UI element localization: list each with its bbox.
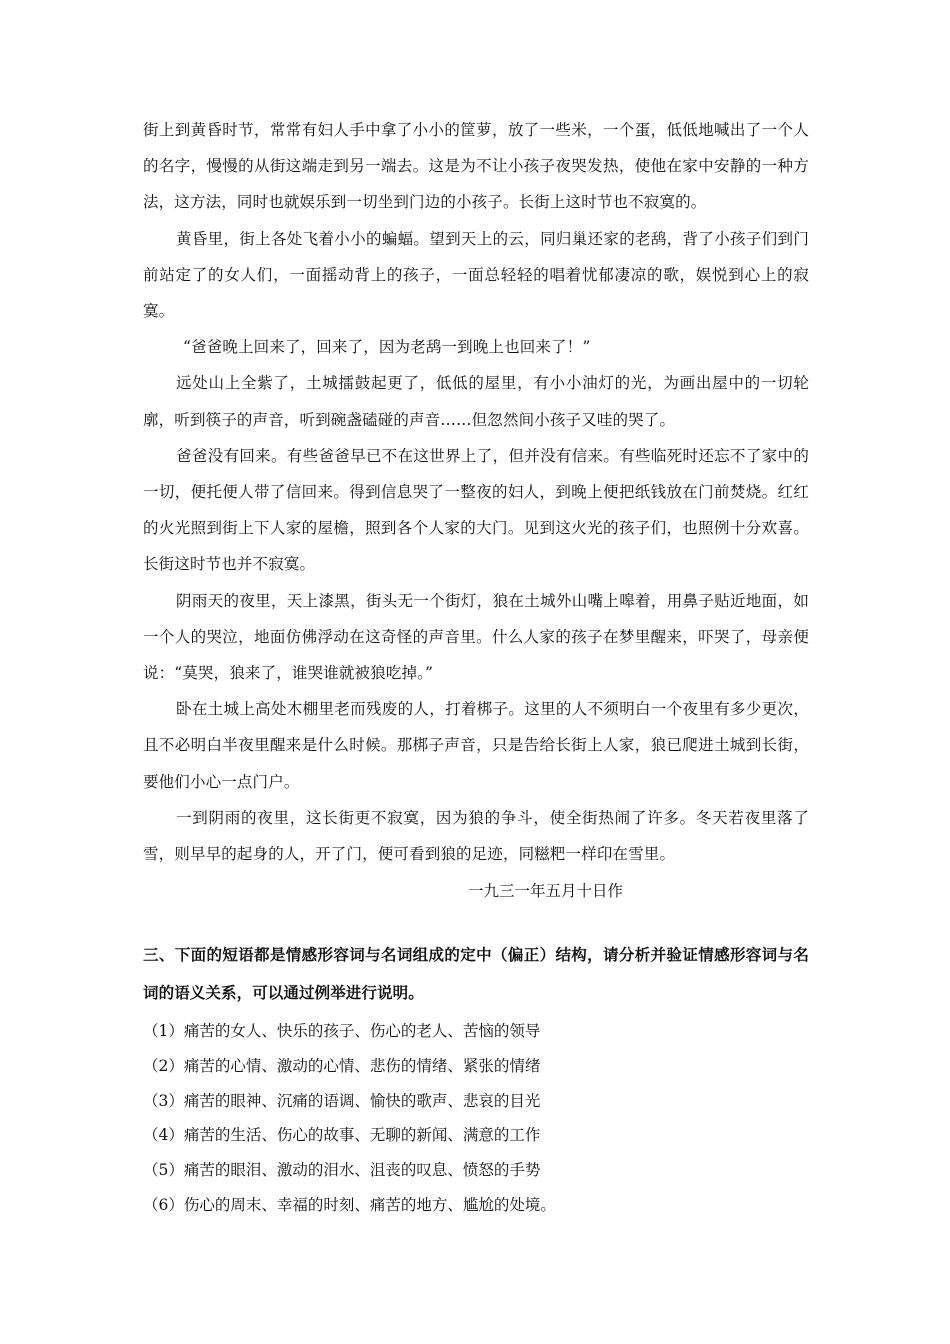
essay-paragraph: 远处山上全紫了，土城擂鼓起更了，低低的屋里，有小小油灯的光，为画出屋中的一切轮廓，听到筷子的声音，听到碗盏磕碰的声音……但忽然间小孩子又哇的哭了。	[143, 374, 809, 429]
list-item: （1）痛苦的女人、快乐的孩子、伤心的老人、苦恼的领导	[143, 1022, 541, 1040]
essay-paragraph: 街上到黄昏时节，常常有妇人手中拿了小小的筐萝，放了一些米，一个蛋，低低地喊出了一个人的名字，慢慢的从街这端走到另一端去。这是为不让小孩子夜哭发热，使他在家中安静的一种方法，这方法，同时也就娱乐到一切坐到门边的小孩子。长街上这时节也不寂寞的。	[143, 121, 809, 212]
essay-paragraph: 爸爸没有回来。有些爸爸早已不在这世界上了，但并没有信来。有些临死时还忘不了家中的一切，便托便人带了信回来。得到信息哭了一整夜的妇人，到晚上便把纸钱放在门前焚烧。红红的火光照到街上下人家的屋檐，照到各个人家的大门。见到这火光的孩子们，也照例十分欢喜。长街这时节也并不寂寞。	[143, 446, 809, 574]
essay-paragraph: 黄昏里，街上各处飞着小小的蝙蝠。望到天上的云，同归巢还家的老鸹，背了小孩子们到门前站定了的女人们，一面摇动背上的孩子，一面总轻轻的唱着忧郁凄凉的歌，娱悦到心上的寂寞。	[143, 229, 809, 321]
essay-paragraph: 阴雨天的夜里，天上漆黑，街头无一个街灯，狼在土城外山嘴上嗥着，用鼻子贴近地面，如一个人的哭泣，地面仿佛浮动在这奇怪的声音里。什么人家的孩子在梦里醒来，吓哭了，母亲便说：“莫哭，狼来了，谁哭谁就被狼吃掉。”	[143, 591, 809, 683]
essay-paragraph: 卧在土城上高处木棚里老而残废的人，打着梆子。这里的人不须明白一个夜里有多少更次，且不必明白半夜里醒来是什么时候。那梆子声音，只是告给长街上人家，狼已爬进土城到长街，要他们小心一点门户。	[143, 700, 809, 791]
essay-paragraph: 一到阴雨的夜里，这长街更不寂寞，因为狼的争斗，使全街热闹了许多。冬天若夜里落了雪，则早早的起身的人，开了门，便可看到狼的足迹，同糍粑一样印在雪里。	[143, 808, 809, 864]
essay-text	[143, 112, 809, 872]
list-item: （2）痛苦的心情、激动的心情、悲伤的情绪、紧张的情绪	[143, 1056, 541, 1075]
list-item: （6）伤心的周末、幸福的时刻、痛苦的地方、尴尬的处境。	[143, 1195, 556, 1214]
essay-quote: “爸爸晚上回来了，回来了，因为老鸹一到晚上也回来了！”	[183, 338, 591, 357]
question-title: 三、下面的短语都是情感形容词与名词组成的定中（偏正）结构，请分析并验证情感形容词与名词的语义关系，可以通过例举进行说明。	[143, 945, 809, 1002]
list-item: （3）痛苦的眼神、沉痛的语调、愉快的歌声、悲哀的目光	[143, 1091, 541, 1110]
list-item: （5）痛苦的眼泪、激动的泪水、沮丧的叹息、愤怒的手势	[143, 1161, 541, 1180]
list-item: （4）痛苦的生活、伤心的故事、无聊的新闻、满意的工作	[143, 1126, 541, 1145]
question-items	[143, 1014, 809, 1223]
question-section	[143, 936, 809, 1223]
essay-date: 一九三一年五月十日作	[468, 882, 624, 900]
